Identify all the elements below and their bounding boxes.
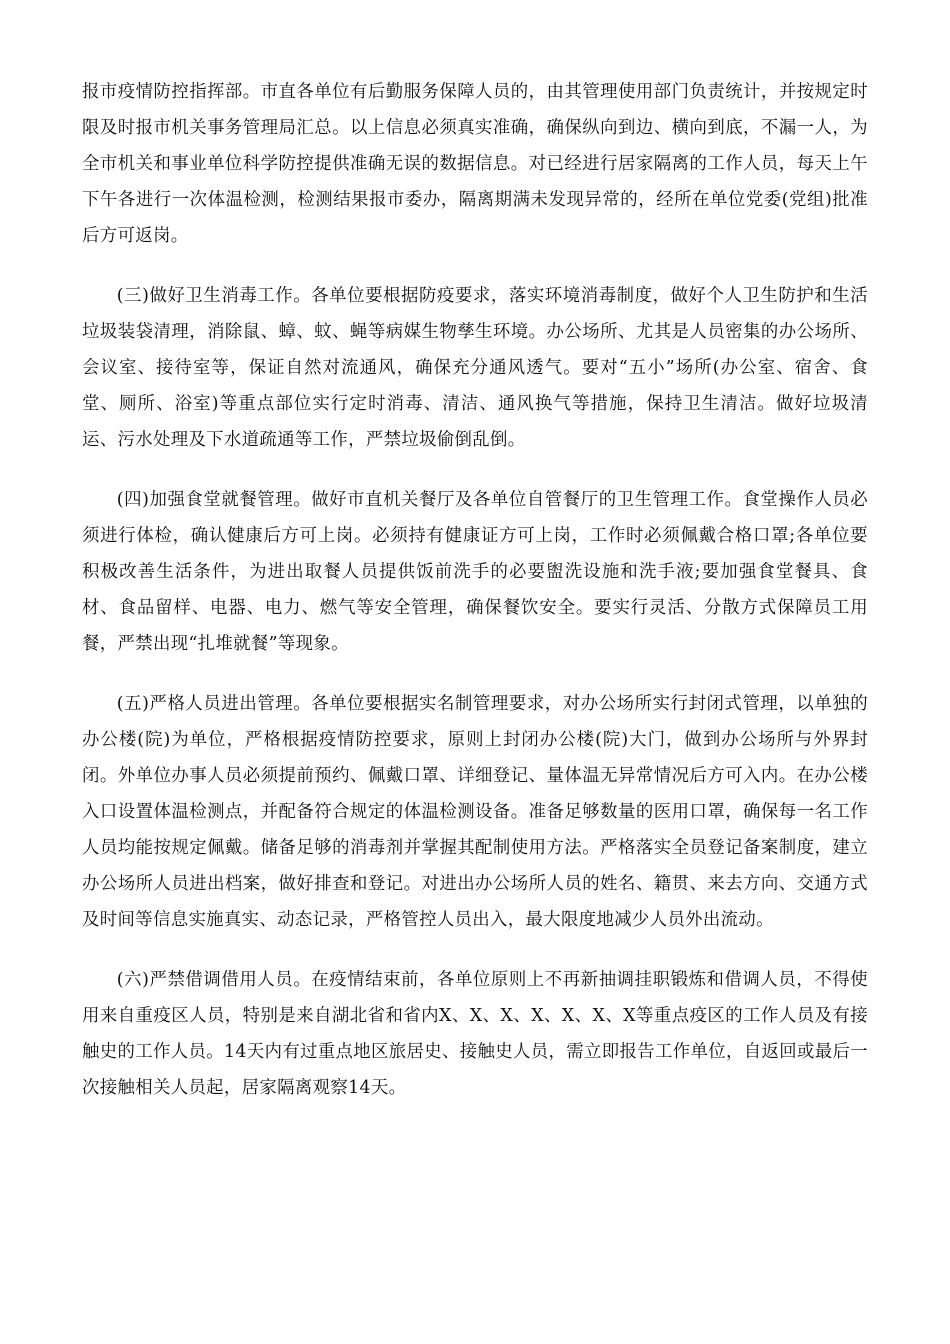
paragraph-section-4: (四)加强食堂就餐管理。做好市直机关餐厅及各单位自管餐厅的卫生管理工作。食堂操作人员必须进行体检，确认健康后方可上岗。必须持有健康证方可上岗，工作时必须佩戴合格口罩;各单位要积极改善生活条件，为进出取餐人员提供饭前洗手的必要盥洗设施和洗手液;要加强食堂餐具、食材、食品留样、电器、电力、燃气等安全管理，确保餐饮安全。要实行灵活、分散方式保障员工用餐，严禁出现“扎堆就餐”等现象。 (82, 490, 868, 654)
paragraph-section-6: (六)严禁借调借用人员。在疫情结束前，各单位原则上不再新抽调挂职锻炼和借调人员，不得使用来自重疫区人员，特别是来自湖北省和省内X、X、X、X、X、X、X等重点疫区的工作人员及有接触史的工作人员。14天内有过重点地区旅居史、接触史人员，需立即报告工作单位，自返回或最后一次接触相关人员起，居家隔离观察14天。 (82, 970, 868, 1098)
paragraph-continuation: 报市疫情防控指挥部。市直各单位有后勤服务保障人员的，由其管理使用部门负责统计，并按规定时限及时报市机关事务管理局汇总。以上信息必须真实准确，确保纵向到边、横向到底，不漏一人，为全市机关和事业单位科学防控提供准确无误的数据信息。对已经进行居家隔离的工作人员，每天上午下午各进行一次体温检测，检测结果报市委办，隔离期满未发现异常的，经所在单位党委(党组)批准后方可返岗。 (82, 82, 868, 246)
paragraph-section-5: (五)严格人员进出管理。各单位要根据实名制管理要求，对办公场所实行封闭式管理，以单独的办公楼(院)为单位，严格根据疫情防控要求，原则上封闭办公楼(院)大门，做到办公场所与外界封闭。外单位办事人员必须提前预约、佩戴口罩、详细登记、量体温无异常情况后方可入内。在办公楼入口设置体温检测点，并配备符合规定的体温检测设备。准备足够数量的医用口罩，确保每一名工作人员均能按规定佩戴。储备足够的消毒剂并掌握其配制使用方法。严格落实全员登记备案制度，建立办公场所人员进出档案，做好排查和登记。对进出办公场所人员的姓名、籍贯、来去方向、交通方式及时间等信息实施真实、动态记录，严格管控人员出入，最大限度地减少人员外出流动。 (82, 694, 868, 930)
document-page (82, 74, 868, 1106)
paragraph-section-3: (三)做好卫生消毒工作。各单位要根据防疫要求，落实环境消毒制度，做好个人卫生防护和生活垃圾装袋清理，消除鼠、蟑、蚊、蝇等病媒生物孳生环境。办公场所、尤其是人员密集的办公场所、会议室、接待室等，保证自然对流通风，确保充分通风透气。要对“五小”场所(办公室、宿舍、食堂、厕所、浴室)等重点部位实行定时消毒、清洁、通风换气等措施，保持卫生清洁。做好垃圾清运、污水处理及下水道疏通等工作，严禁垃圾偷倒乱倒。 (82, 286, 868, 450)
